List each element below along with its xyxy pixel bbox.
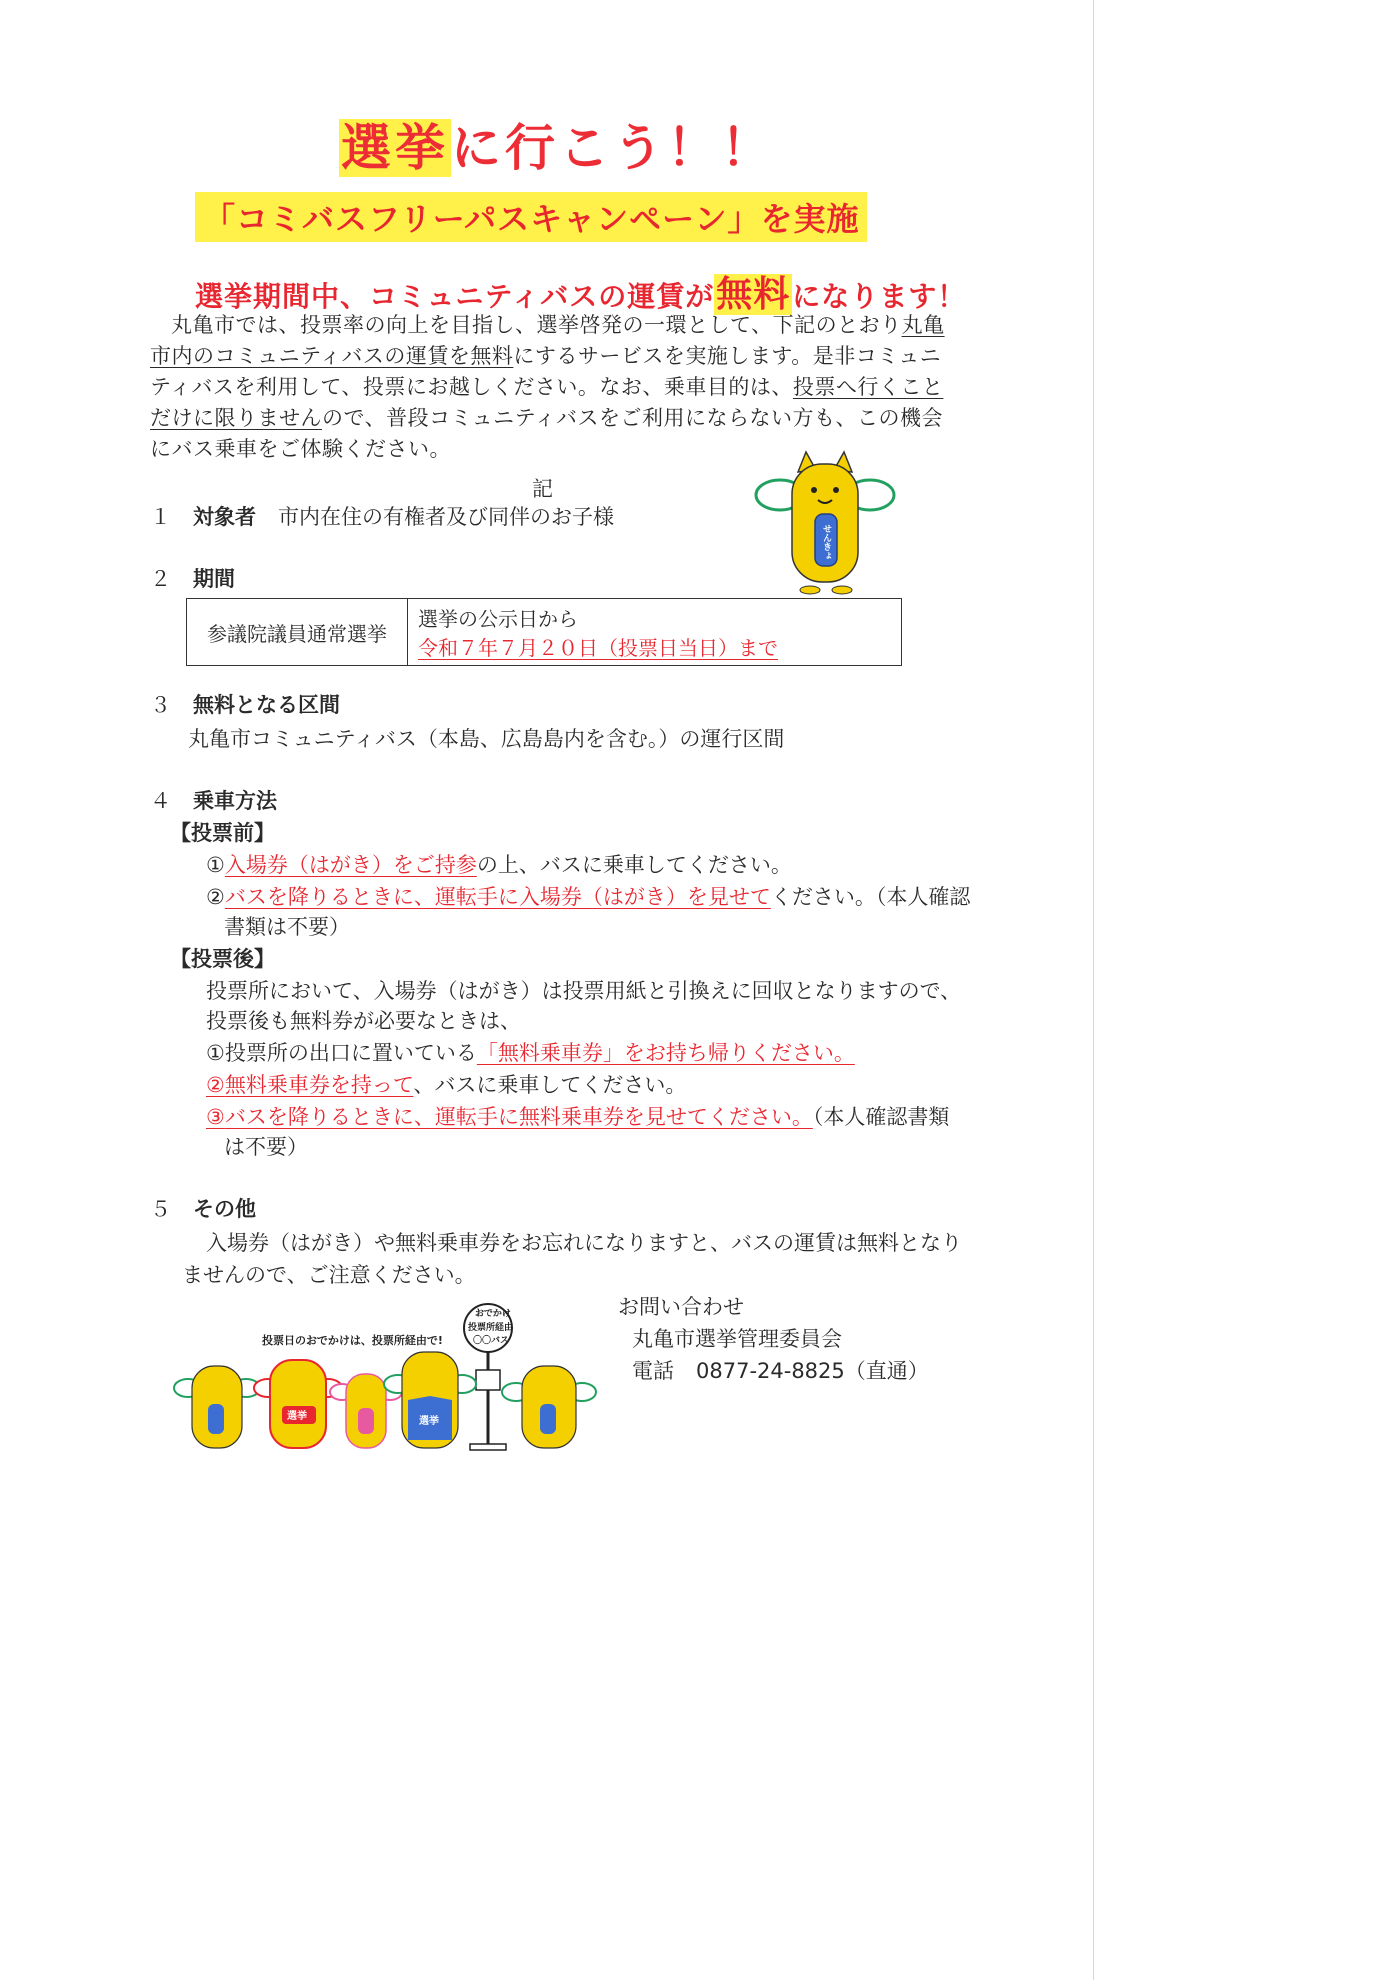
scan-edge-line: [1093, 0, 1094, 1980]
section-4-heading: ４ 乗車方法: [150, 789, 277, 813]
badge-senkyo: 選挙: [287, 1411, 307, 1422]
election-name-cell: 参議院議員通常選挙: [187, 599, 408, 666]
after-item-1: ①投票所の出口に置いている「無料乗車券」をお持ち帰りください。: [206, 1041, 855, 1065]
contact-label: お問い合わせ: [618, 1295, 744, 1319]
section-5-heading: ５ その他: [150, 1197, 256, 1221]
contact-phone: 電話 0877-24-8825（直通）: [632, 1359, 929, 1383]
after-voting-label: 【投票後】: [170, 947, 275, 971]
mascot-4: [384, 1352, 476, 1448]
mascot-1: [174, 1366, 260, 1448]
ki-heading: 記: [532, 477, 553, 501]
page-title: 選挙に行こう！！: [341, 119, 775, 177]
before-item-2: ②バスを降りるときに、運転手に入場券（はがき）を見せてください。（本人確認: [206, 885, 971, 909]
mascot-2: [254, 1360, 342, 1448]
intro-paragraph: 丸亀市では、投票率の向上を目指し、選挙啓発の一環として、下記のとおり丸亀市内のコミュニティバスの運賃を無料にするサービスを実施します。是非コミュニティバスを利用して、投票にお越しください。なお、乗車目的は、投票へ行くことだけに限りませんので、普段コミュニティバスをご利用にならない方も、この機会にバス乗車をご体験ください。: [150, 313, 945, 461]
after-para-1: 投票所において、入場券（はがき）は投票用紙と引換えに回収となりますので、: [206, 979, 962, 1003]
stop-sign-mid: 投票所経由: [468, 1323, 514, 1333]
section-5-text-1: 入場券（はがき）や無料乗車券をお忘れになりますと、バスの運賃は無料となり: [206, 1231, 962, 1255]
section-3-text: 丸亀市コミュニティバス（本島、広島島内を含む。）の運行区間: [188, 727, 785, 751]
before-item-2-cont: 書類は不要）: [224, 915, 350, 939]
mascot-5: [502, 1366, 596, 1448]
section-5-text-2: ませんので、ご注意ください。: [182, 1263, 476, 1287]
stop-sign-top: おでかけ: [475, 1309, 511, 1319]
illustration-slogan: 投票日のおでかけは、投票所経由で!: [262, 1334, 443, 1347]
campaign-title: 「コミバスフリーパスキャンペーン」を実施: [195, 192, 867, 242]
free-fare-headline: 選挙期間中、コミュニティバスの運賃が無料になります！: [195, 274, 967, 315]
section-1: １ 対象者 市内在住の有権者及び同伴のお子様: [150, 505, 614, 529]
after-item-3-cont: は不要）: [224, 1135, 308, 1159]
after-item-2: ②無料乗車券を持って、バスに乗車してください。: [206, 1073, 687, 1097]
badge-senkyo-2: 選挙: [419, 1416, 439, 1427]
section-3-heading: ３ 無料となる区間: [150, 693, 340, 717]
after-item-3: ③バスを降りるときに、運転手に無料乗車券を見せてください。（本人確認書類: [206, 1105, 950, 1129]
after-para-2: 投票後も無料券が必要なときは、: [206, 1009, 521, 1033]
mascots-bus-stop-illustration: [170, 1300, 610, 1460]
before-voting-label: 【投票前】: [170, 821, 275, 845]
contact-org: 丸亀市選挙管理委員会: [632, 1327, 842, 1351]
section-2-heading: ２ 期間: [150, 567, 235, 591]
period-until-cell: 令和７年７月２０日（投票日当日）まで: [408, 632, 902, 666]
before-item-1: ①入場券（はがき）をご持参の上、バスに乗車してください。: [206, 853, 792, 877]
stop-sign-bottom: 〇〇バス: [473, 1336, 510, 1346]
period-from-cell: 選挙の公示日から: [408, 599, 902, 633]
mascot-tag: せんきょ: [821, 524, 831, 560]
period-table: [186, 598, 902, 666]
mascot-illustration: [750, 450, 900, 595]
